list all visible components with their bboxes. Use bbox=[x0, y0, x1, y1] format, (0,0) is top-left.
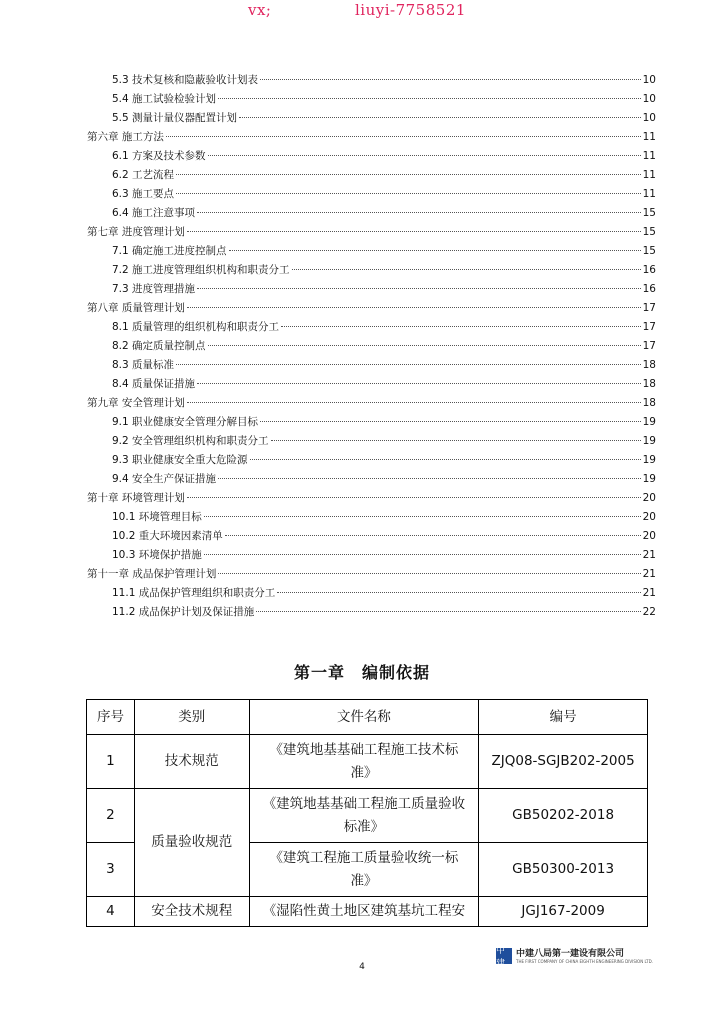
toc-page: 17 bbox=[642, 321, 656, 333]
toc-leader-dots bbox=[204, 554, 641, 555]
toc-title: 5.3 技术复核和隐蔽验收计划表 bbox=[112, 74, 259, 86]
toc-leader-dots bbox=[250, 459, 641, 460]
toc-title: 第七章 进度管理计划 bbox=[87, 226, 185, 238]
toc-leader-dots bbox=[229, 250, 641, 251]
toc-title: 5.5 测量计量仪器配置计划 bbox=[112, 112, 238, 124]
cell-no: 1 bbox=[87, 735, 135, 789]
toc-page: 19 bbox=[642, 435, 656, 447]
toc-leader-dots bbox=[187, 497, 641, 498]
toc-leader-dots bbox=[176, 193, 641, 194]
toc-section-entry[interactable] bbox=[112, 110, 656, 128]
toc-page: 21 bbox=[642, 568, 656, 580]
toc-leader-dots bbox=[260, 79, 641, 80]
cell-no: 4 bbox=[87, 897, 135, 927]
toc-leader-dots bbox=[256, 611, 640, 612]
toc-title: 10.1 环境管理目标 bbox=[112, 511, 202, 523]
toc-chapter-entry[interactable] bbox=[87, 300, 656, 318]
toc-section-entry[interactable] bbox=[112, 167, 656, 185]
basis-table bbox=[86, 699, 648, 927]
toc-page: 15 bbox=[642, 207, 656, 219]
cell-code: GB50300-2013 bbox=[479, 843, 648, 897]
toc-leader-dots bbox=[225, 535, 641, 536]
toc-title: 6.4 施工注意事项 bbox=[112, 207, 196, 219]
toc-section-entry[interactable] bbox=[112, 585, 656, 603]
toc-page: 19 bbox=[642, 473, 656, 485]
toc-page: 10 bbox=[642, 74, 656, 86]
toc-title: 6.2 工艺流程 bbox=[112, 169, 175, 181]
name-line-1: 《建筑地基基础工程施工技术标 bbox=[269, 741, 459, 758]
toc-page: 21 bbox=[642, 549, 656, 561]
watermark-right: liuyi-7758521 bbox=[355, 1, 466, 19]
header-code: 编号 bbox=[479, 700, 648, 735]
toc-leader-dots bbox=[292, 269, 641, 270]
toc-leader-dots bbox=[277, 592, 640, 593]
header-no: 序号 bbox=[87, 700, 135, 735]
company-name: 中建八局第一建设有限公司 bbox=[516, 948, 625, 959]
name-line-2: 标准》 bbox=[343, 818, 385, 835]
watermark-left: vx; bbox=[248, 1, 272, 19]
toc-leader-dots bbox=[218, 478, 641, 479]
toc-leader-dots bbox=[208, 155, 641, 156]
cell-name: 《湿陷性黄土地区建筑基坑工程安 bbox=[249, 897, 479, 927]
chapter-title: 第一章 编制依据 bbox=[293, 663, 430, 682]
toc-title: 6.1 方案及技术参数 bbox=[112, 150, 206, 162]
toc-title: 11.1 成品保护管理组织和职责分工 bbox=[112, 587, 276, 599]
toc-section-entry[interactable] bbox=[112, 338, 656, 356]
toc-title: 11.2 成品保护计划及保证措施 bbox=[112, 606, 255, 618]
table-header-row bbox=[87, 700, 648, 735]
toc-title: 第八章 质量管理计划 bbox=[87, 302, 185, 314]
toc-page: 10 bbox=[642, 93, 656, 105]
toc-chapter-entry[interactable] bbox=[87, 129, 656, 147]
toc-page: 11 bbox=[642, 188, 656, 200]
toc-title: 第十一章 成品保护管理计划 bbox=[87, 568, 217, 580]
toc-page: 10 bbox=[642, 112, 656, 124]
toc-leader-dots bbox=[271, 440, 641, 441]
toc-title: 5.4 施工试验检验计划 bbox=[112, 93, 217, 105]
toc-title: 7.3 进度管理措施 bbox=[112, 283, 196, 295]
toc-title: 第九章 安全管理计划 bbox=[87, 397, 185, 409]
toc-title: 8.2 确定质量控制点 bbox=[112, 340, 206, 352]
toc-leader-dots bbox=[176, 174, 641, 175]
toc-chapter-entry[interactable] bbox=[87, 395, 656, 413]
name-line-2: 准》 bbox=[350, 764, 378, 781]
toc-page: 16 bbox=[642, 283, 656, 295]
table-row bbox=[87, 735, 648, 789]
toc-page: 15 bbox=[642, 226, 656, 238]
toc-title: 7.2 施工进度管理组织机构和职责分工 bbox=[112, 264, 290, 276]
toc-page: 20 bbox=[642, 511, 656, 523]
toc-section-entry[interactable] bbox=[112, 528, 656, 546]
toc-title: 6.3 施工要点 bbox=[112, 188, 175, 200]
toc-title: 8.4 质量保证措施 bbox=[112, 378, 196, 390]
cell-code: GB50202-2018 bbox=[479, 789, 648, 843]
toc-leader-dots bbox=[208, 345, 641, 346]
toc-section-entry[interactable] bbox=[112, 148, 656, 166]
toc-leader-dots bbox=[197, 288, 641, 289]
toc-title: 9.4 安全生产保证措施 bbox=[112, 473, 217, 485]
toc-section-entry[interactable] bbox=[112, 357, 656, 375]
toc-leader-dots bbox=[197, 212, 641, 213]
toc-chapter-entry[interactable] bbox=[87, 490, 656, 508]
cell-category: 安全技术规程 bbox=[134, 897, 249, 927]
name-line-2: 准》 bbox=[350, 872, 378, 889]
toc-section-entry[interactable] bbox=[112, 547, 656, 565]
toc-title: 8.3 质量标准 bbox=[112, 359, 175, 371]
toc-section-entry[interactable] bbox=[112, 433, 656, 451]
logo-mark-icon: 中建 bbox=[496, 948, 512, 964]
header-name: 文件名称 bbox=[249, 700, 479, 735]
toc-leader-dots bbox=[281, 326, 641, 327]
name-line-1: 《建筑工程施工质量验收统一标 bbox=[269, 849, 459, 866]
table-row bbox=[87, 789, 648, 843]
toc-leader-dots bbox=[218, 573, 640, 574]
toc-page: 18 bbox=[642, 359, 656, 371]
toc-leader-dots bbox=[166, 136, 641, 137]
name-line-1: 《建筑地基基础工程施工质量验收 bbox=[262, 795, 466, 812]
toc-section-entry[interactable] bbox=[112, 205, 656, 223]
toc-page: 20 bbox=[642, 530, 656, 542]
toc-title: 第六章 施工方法 bbox=[87, 131, 164, 143]
toc-leader-dots bbox=[187, 402, 641, 403]
toc-page: 16 bbox=[642, 264, 656, 276]
toc-title: 10.2 重大环境因素清单 bbox=[112, 530, 223, 542]
header-category: 类别 bbox=[134, 700, 249, 735]
toc-section-entry[interactable] bbox=[112, 376, 656, 394]
toc-title: 8.1 质量管理的组织机构和职责分工 bbox=[112, 321, 280, 333]
cell-category: 技术规范 bbox=[134, 735, 249, 789]
cell-no: 3 bbox=[87, 843, 135, 897]
cell-name bbox=[249, 789, 479, 843]
toc-page: 19 bbox=[642, 454, 656, 466]
toc-leader-dots bbox=[197, 383, 641, 384]
toc-page: 11 bbox=[642, 169, 656, 181]
toc-page: 21 bbox=[642, 587, 656, 599]
table-row bbox=[87, 897, 648, 927]
toc-section-entry[interactable] bbox=[112, 91, 656, 109]
toc-page: 11 bbox=[642, 131, 656, 143]
toc-title: 9.3 职业健康安全重大危险源 bbox=[112, 454, 248, 466]
toc-chapter-entry[interactable] bbox=[87, 224, 656, 242]
toc-chapter-entry[interactable] bbox=[87, 566, 656, 584]
cell-no: 2 bbox=[87, 789, 135, 843]
toc-section-entry[interactable] bbox=[112, 604, 656, 622]
toc-section-entry[interactable] bbox=[112, 452, 656, 470]
toc-leader-dots bbox=[239, 117, 641, 118]
cell-code: ZJQ08-SGJB202-2005 bbox=[479, 735, 648, 789]
toc-page: 22 bbox=[642, 606, 656, 618]
toc-page: 17 bbox=[642, 302, 656, 314]
page-number: 4 bbox=[359, 962, 365, 972]
toc-page: 19 bbox=[642, 416, 656, 428]
toc-section-entry[interactable] bbox=[112, 281, 656, 299]
cell-name bbox=[249, 735, 479, 789]
toc-page: 17 bbox=[642, 340, 656, 352]
toc-section-entry[interactable] bbox=[112, 414, 656, 432]
toc-section-entry[interactable] bbox=[112, 243, 656, 261]
cell-category-merged: 质量验收规范 bbox=[134, 789, 249, 897]
toc-page: 11 bbox=[642, 150, 656, 162]
toc-title: 第十章 环境管理计划 bbox=[87, 492, 185, 504]
toc-page: 18 bbox=[642, 378, 656, 390]
toc-leader-dots bbox=[187, 231, 641, 232]
toc-section-entry[interactable] bbox=[112, 471, 656, 489]
cell-name bbox=[249, 843, 479, 897]
toc-title: 7.1 确定施工进度控制点 bbox=[112, 245, 227, 257]
toc-page: 15 bbox=[642, 245, 656, 257]
toc-title: 9.2 安全管理组织机构和职责分工 bbox=[112, 435, 269, 447]
toc-leader-dots bbox=[260, 421, 641, 422]
toc-leader-dots bbox=[187, 307, 641, 308]
toc-section-entry[interactable] bbox=[112, 72, 656, 90]
toc-section-entry[interactable] bbox=[112, 509, 656, 527]
cell-code: JGJ167-2009 bbox=[479, 897, 648, 927]
toc-page: 20 bbox=[642, 492, 656, 504]
toc-section-entry[interactable] bbox=[112, 262, 656, 280]
watermark bbox=[0, 0, 724, 22]
toc-section-entry[interactable] bbox=[112, 186, 656, 204]
toc-section-entry[interactable] bbox=[112, 319, 656, 337]
toc-leader-dots bbox=[204, 516, 641, 517]
toc-leader-dots bbox=[218, 98, 641, 99]
toc-title: 10.3 环境保护措施 bbox=[112, 549, 202, 561]
toc-leader-dots bbox=[176, 364, 641, 365]
company-name-en: THE FIRST COMPANY OF CHINA EIGHTH ENGINEERING DIVISION LTD. bbox=[516, 958, 653, 964]
toc-page: 18 bbox=[642, 397, 656, 409]
toc-title: 9.1 职业健康安全管理分解目标 bbox=[112, 416, 259, 428]
